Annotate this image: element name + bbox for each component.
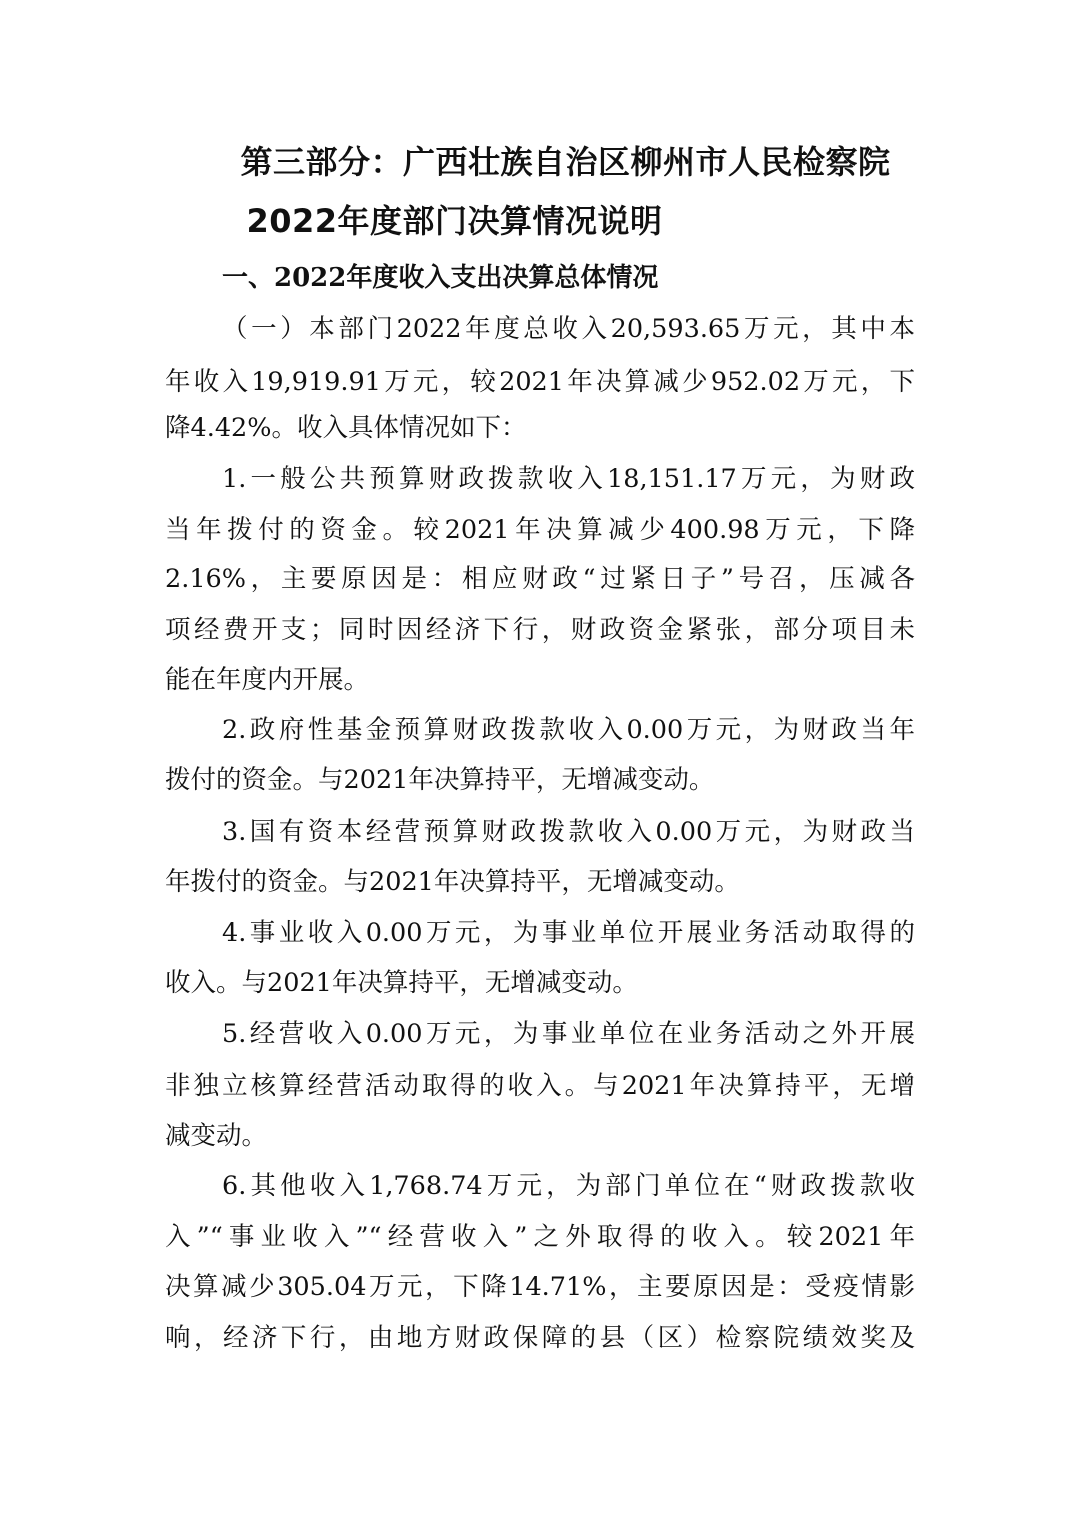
paragraph-line: 入”“事业收入”“经营收入”之外取得的收入。较2021年: [165, 1222, 915, 1252]
paragraph-line: 当年拨付的资金。较2021年决算减少400.98万元，下降: [165, 515, 915, 545]
paragraph-line: 2.16%，主要原因是：相应财政“过紧日子”号召，压减各: [165, 564, 915, 594]
paragraph-line: 响，经济下行，由地方财政保障的县（区）检察院绩效奖及: [165, 1323, 915, 1353]
paragraph-line: 收入。与2021年决算持平，无增减变动。: [165, 968, 638, 998]
paragraph-line: 3.国有资本经营预算财政拨款收入0.00万元，为财政当: [222, 817, 915, 847]
paragraph-line: 拨付的资金。与2021年决算持平，无增减变动。: [165, 765, 715, 795]
paragraph-line: 能在年度内开展。: [165, 665, 370, 695]
paragraph-line: 4.事业收入0.00万元，为事业单位开展业务活动取得的: [222, 918, 915, 948]
paragraph-line: 5.经营收入0.00万元，为事业单位在业务活动之外开展: [222, 1019, 915, 1049]
paragraph-line: 非独立核算经营活动取得的收入。与2021年决算持平，无增: [165, 1071, 915, 1101]
document-title-line-1: 第三部分：广西壮族自治区柳州市人民检察院: [240, 143, 891, 181]
paragraph-line: 1.一般公共预算财政拨款收入18,151.17万元，为财政: [222, 464, 915, 494]
paragraph-line: （一）本部门2022年度总收入20,593.65万元，其中本: [222, 314, 915, 344]
paragraph-line: 项经费开支；同时因经济下行，财政资金紧张，部分项目未: [165, 615, 915, 645]
document-title-line-2: 2022年度部门决算情况说明: [246, 202, 663, 240]
paragraph-line: 年拨付的资金。与2021年决算持平，无增减变动。: [165, 867, 740, 897]
paragraph-line: 降4.42%。收入具体情况如下：: [165, 413, 527, 443]
paragraph-line: 6.其他收入1,768.74万元，为部门单位在“财政拨款收: [222, 1171, 915, 1201]
paragraph-line: 年收入19,919.91万元，较2021年决算减少952.02万元，下: [165, 367, 915, 397]
paragraph-line: 减变动。: [165, 1121, 268, 1151]
section-heading: 一、2022年度收入支出决算总体情况: [222, 263, 659, 293]
paragraph-line: 2.政府性基金预算财政拨款收入0.00万元，为财政当年: [222, 715, 915, 745]
paragraph-line: 决算减少305.04万元，下降14.71%，主要原因是：受疫情影: [165, 1272, 915, 1302]
